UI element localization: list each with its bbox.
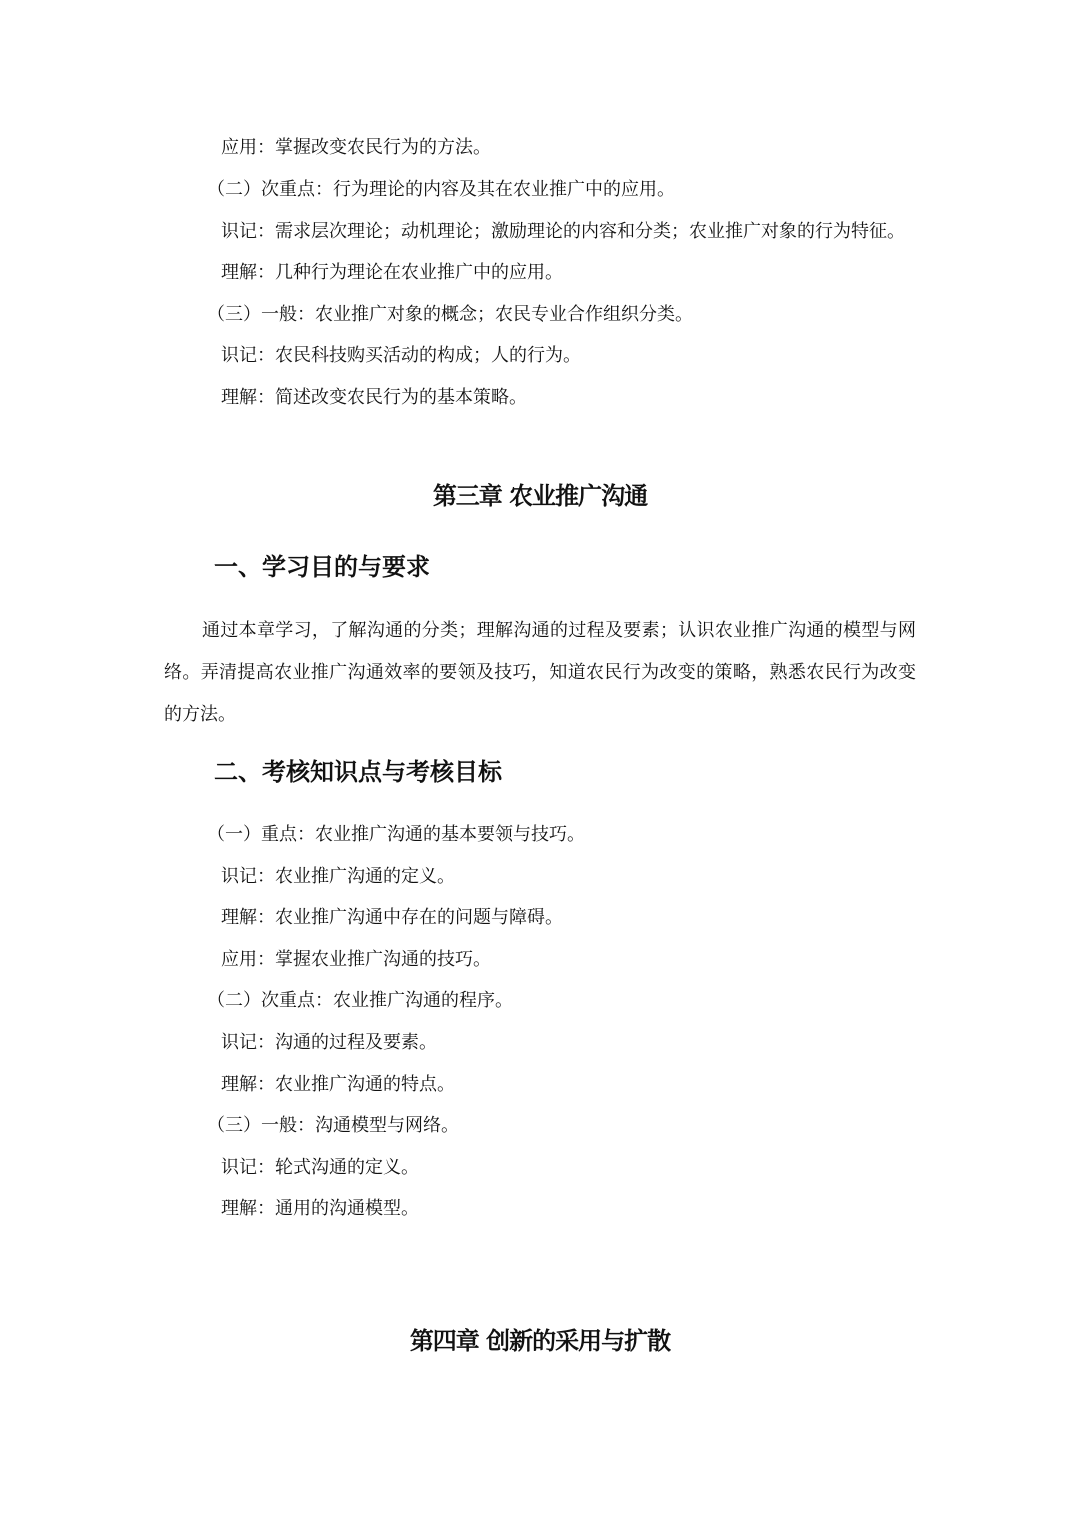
- ch2-secondary-understand-line: 理解：几种行为理论在农业推广中的应用。: [221, 262, 563, 283]
- chapter-4-title: 第四章 创新的采用与扩散: [409, 1327, 671, 1355]
- ch3-section-2-title: 二、考核知识点与考核目标: [214, 758, 502, 786]
- ch3-secondary-understand-line: 理解：农业推广沟通的特点。: [221, 1074, 455, 1095]
- ch3-key-heading: （一）重点：农业推广沟通的基本要领与技巧。: [207, 824, 585, 845]
- ch3-secondary-recall-line: 识记：沟通的过程及要素。: [221, 1032, 437, 1053]
- chapter-3-title: 第三章 农业推广沟通: [432, 482, 648, 510]
- ch3-section-1-title: 一、学习目的与要求: [214, 553, 430, 581]
- ch3-secondary-heading: （二）次重点：农业推广沟通的程序。: [207, 990, 513, 1011]
- ch3-general-heading: （三）一般：沟通模型与网络。: [207, 1115, 459, 1136]
- ch3-key-understand-line: 理解：农业推广沟通中存在的问题与障碍。: [221, 907, 563, 928]
- ch2-general-understand-line: 理解：简述改变农民行为的基本策略。: [221, 387, 527, 408]
- ch2-secondary-recall-line: 识记：需求层次理论；动机理论；激励理论的内容和分类；农业推广对象的行为特征。: [221, 221, 905, 242]
- ch2-apply-line: 应用：掌握改变农民行为的方法。: [221, 137, 491, 158]
- ch3-general-recall-line: 识记：轮式沟通的定义。: [221, 1157, 419, 1178]
- ch2-secondary-heading: （二）次重点：行为理论的内容及其在农业推广中的应用。: [207, 179, 675, 200]
- ch3-key-apply-line: 应用：掌握农业推广沟通的技巧。: [221, 949, 491, 970]
- ch2-general-heading: （三）一般：农业推广对象的概念；农民专业合作组织分类。: [207, 304, 693, 325]
- ch3-key-recall-line: 识记：农业推广沟通的定义。: [221, 866, 455, 887]
- ch2-general-recall-line: 识记：农民科技购买活动的构成；人的行为。: [221, 345, 581, 366]
- ch3-general-understand-line: 理解：通用的沟通模型。: [221, 1198, 419, 1219]
- ch3-section-1-body: 通过本章学习，了解沟通的分类；理解沟通的过程及要素；认识农业推广沟通的模型与网络。弄清提高农业推广沟通效率的要领及技巧，知道农民行为改变的策略，熟悉农民行为改变的方法。: [164, 620, 916, 725]
